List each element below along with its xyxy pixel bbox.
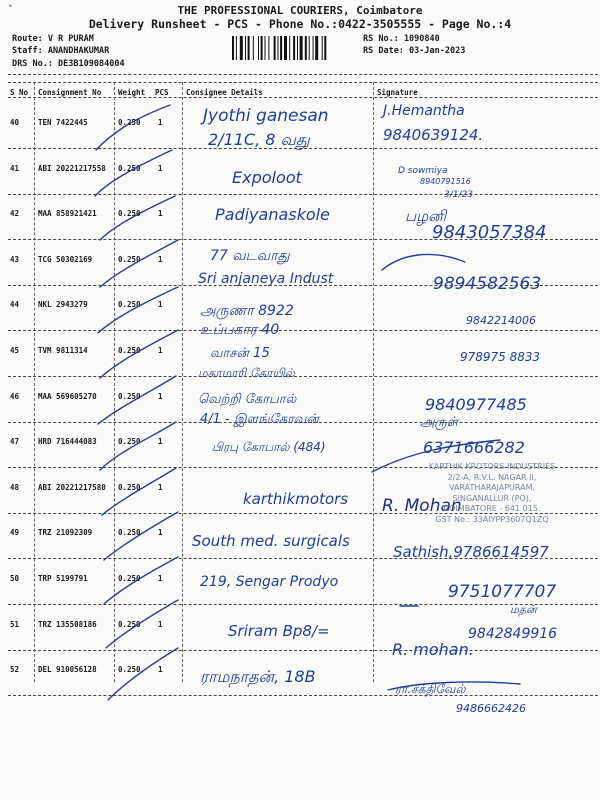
col-weight: Weight (118, 88, 146, 97)
tick-mark (100, 196, 175, 240)
row-consignment-no: TCG 50302169 (38, 255, 93, 264)
row-pcs: 1 (158, 164, 163, 173)
hw-signature: 9842214006 (466, 314, 536, 327)
col-consignee: Consignee Details (186, 88, 263, 97)
row-weight: 0.250 (118, 665, 141, 674)
row-weight: 0.250 (118, 620, 141, 629)
row-sno: 52 (10, 665, 20, 674)
hw-signature: 9486662426 (456, 702, 526, 715)
barcode-bar (300, 36, 303, 60)
row-consignment-no: HRD 716444083 (38, 437, 97, 446)
hw-signature: 9751077707 (448, 582, 557, 602)
stamp-line: COIMBATORE - 641 015. (443, 504, 541, 513)
hw-signature: மதன் (510, 603, 537, 616)
row-pcs: 1 (158, 209, 163, 218)
row-weight: 0.250 (118, 392, 141, 401)
barcode-bar (274, 36, 276, 60)
hw-consignee: 2/11C, 8 வது (208, 130, 310, 149)
row-consignment-no: MAA 569605270 (38, 392, 97, 401)
column-rule (373, 82, 374, 682)
row-pcs: 1 (158, 483, 163, 492)
page-subtitle: Delivery Runsheet - PCS - Phone No.:0422-3505555 - Page No.:4 (88, 17, 512, 31)
barcode-bar (289, 36, 290, 60)
row-pcs: 1 (158, 255, 163, 264)
row-sno: 46 (10, 392, 20, 401)
row-sno: 47 (10, 437, 20, 446)
hw-signature: 8940791516 (420, 177, 471, 186)
hw-consignee: Jyothi ganesan (203, 106, 329, 126)
row-divider (8, 194, 598, 195)
route-label: Route: V R PURAM (12, 34, 94, 44)
row-sno: 51 (10, 620, 20, 629)
row-pcs: 1 (158, 620, 163, 629)
stamp-line: GST No.: 33AIYPP3607Q1ZQ (435, 514, 549, 524)
row-pcs: 1 (158, 300, 163, 309)
row-consignment-no: TVM 9811314 (38, 346, 88, 355)
tick-mark (95, 150, 172, 196)
row-consignment-no: ABI 20221217580 (38, 483, 106, 492)
row-consignment-no: TEN 7422445 (38, 118, 88, 127)
row-pcs: 1 (158, 346, 163, 355)
stamp-line: VARATHARAJAPURAM, (448, 483, 536, 492)
stamp-line: SINGANALLUR (PO), (452, 493, 532, 503)
hw-consignee: ராமநாதன், 18B (200, 667, 316, 686)
signature-loop (382, 254, 465, 270)
divider (8, 97, 598, 98)
rs-number: RS No.: 1090840 (363, 34, 440, 44)
drs-number: DRS No.: DE3B109084004 (12, 59, 125, 69)
barcode-bar (315, 36, 318, 60)
divider (8, 74, 598, 75)
tick-mark (108, 648, 178, 700)
hw-signature: 9894582563 (433, 274, 542, 294)
row-pcs: 1 (158, 392, 163, 401)
row-weight: 0.250 (118, 574, 141, 583)
barcode-bar (293, 36, 295, 60)
hw-signature: பழனி (405, 207, 447, 225)
hw-consignee: karthikmotors (243, 490, 349, 508)
col-signature: Signature (377, 88, 418, 97)
hw-signature: 9840639124. (383, 126, 484, 144)
row-weight: 0.250 (118, 255, 141, 264)
barcode-bar (313, 36, 314, 60)
row-consignment-no: MAA 858921421 (38, 209, 97, 218)
barcode-bar (240, 36, 243, 60)
tick-mark (98, 287, 178, 333)
column-rule (182, 82, 183, 682)
hw-signature: 3/1/23 (444, 190, 473, 200)
row-consignment-no: ABI 20221217558 (38, 164, 106, 173)
hw-consignee: 77 வடவாது (210, 248, 290, 264)
row-sno: 50 (10, 574, 20, 583)
row-pcs: 1 (158, 665, 163, 674)
row-consignment-no: TRZ 21092309 (38, 528, 93, 537)
hw-signature: D sowmiya (398, 166, 448, 176)
hw-signature: R. Mohan (382, 496, 462, 516)
page-title: THE PROFESSIONAL COURIERS, Coimbatore (177, 4, 423, 17)
hw-consignee: Sri anjaneya Indust (198, 271, 334, 287)
hw-consignee: Expoloot (232, 168, 302, 187)
barcode (232, 36, 355, 60)
hw-signature: 978975 8833 (460, 350, 541, 364)
hw-signature: Sathish,9786614597 (393, 543, 549, 561)
column-rule (34, 82, 35, 682)
barcode-bar (278, 36, 279, 60)
hw-consignee: Sriram Bp8/= (228, 622, 330, 640)
row-divider (8, 650, 598, 651)
row-sno: 40 (10, 118, 20, 127)
rs-date: RS Date: 03-Jan-2023 (363, 46, 466, 56)
hw-signature: 9840977485 (425, 395, 527, 414)
row-divider (8, 376, 598, 377)
hw-consignee: 4/1 - இளங்கோவன் (200, 412, 320, 427)
hw-signature: 9842849916 (468, 626, 558, 642)
barcode-bar (309, 36, 310, 60)
barcode-bar (232, 36, 234, 60)
row-sno: 43 (10, 255, 20, 264)
barcode-bar (324, 36, 326, 60)
tick-mark (104, 557, 178, 604)
row-weight: 0.250 (118, 346, 141, 355)
column-rule (114, 82, 115, 682)
hw-consignee: 219, Sengar Prodyo (200, 574, 339, 590)
row-weight: 0.250 (118, 164, 141, 173)
hw-signature: 9843057384 (432, 222, 547, 243)
col-sno: S No (10, 88, 29, 97)
hw-consignee: Padiyanaskole (215, 205, 330, 224)
row-consignment-no: DEL 910056128 (38, 665, 97, 674)
hw-consignee: வாசன் 15 (210, 346, 270, 361)
col-pcs: PCS (155, 88, 169, 97)
barcode-bar (322, 36, 323, 60)
barcode-bar (258, 36, 259, 60)
row-pcs: 1 (158, 574, 163, 583)
hw-signature: J.Hemantha (383, 103, 465, 119)
row-weight: 0.250 (118, 300, 141, 309)
barcode-bar (305, 36, 307, 60)
row-weight: 0.250 (118, 437, 141, 446)
barcode-bar (248, 36, 250, 60)
hw-signature: R. mohan. (392, 640, 474, 659)
hw-consignee: மகாமாரி கோயில் (198, 366, 295, 380)
barcode-bar (297, 36, 298, 60)
hw-consignee: அருணா 8922 (200, 303, 294, 319)
row-consignment-no: TRZ 135508186 (38, 620, 97, 629)
row-weight: 0.250 (118, 118, 141, 127)
row-consignment-no: NKL 2943279 (38, 300, 88, 309)
hw-consignee: பிரபு கோபால் (484) (212, 440, 326, 454)
stamp-line: KARTHIK KROTORS INDUSTRIES (428, 462, 556, 471)
hw-consignee: South med. surgicals (192, 532, 350, 550)
row-pcs: 1 (158, 528, 163, 537)
barcode-bar (265, 36, 266, 60)
barcode-bar (268, 36, 269, 60)
company-stamp (392, 462, 592, 580)
barcode-bar (236, 36, 237, 60)
divider (8, 82, 598, 83)
barcode-bar (284, 36, 287, 60)
row-sno: 42 (10, 209, 20, 218)
row-sno: 44 (10, 300, 20, 309)
barcode-bar (253, 36, 254, 60)
tick-mark (96, 105, 170, 150)
hw-consignee: வெற்றி கோபால் (198, 392, 297, 407)
row-consignment-no: TRP 5199791 (38, 574, 88, 583)
row-weight: 0.250 (118, 209, 141, 218)
staff-label: Staff: ANANDHAKUMAR (12, 46, 110, 56)
barcode-bar (280, 36, 282, 60)
row-pcs: 1 (158, 437, 163, 446)
row-sno: 49 (10, 528, 20, 537)
tick-mark (100, 422, 176, 470)
page-mark: • (8, 2, 13, 11)
tick-mark (106, 600, 178, 648)
row-sno: 45 (10, 346, 20, 355)
row-weight: 0.250 (118, 528, 141, 537)
col-consignment: Consignment No (38, 88, 102, 97)
row-sno: 48 (10, 483, 20, 492)
barcode-bar (261, 36, 263, 60)
hw-signature: ரா.சக்திவேல் (395, 682, 466, 696)
row-divider (8, 330, 598, 331)
tick-mark (104, 512, 178, 560)
hw-signature: அருள் (420, 415, 459, 430)
row-pcs: 1 (158, 118, 163, 127)
row-sno: 41 (10, 164, 20, 173)
hw-signature: 6371666282 (423, 438, 525, 457)
stamp-line: 2/2-A, R.V.L. NAGAR II, (447, 472, 537, 482)
row-weight: 0.250 (118, 483, 141, 492)
barcode-bar (245, 36, 246, 60)
hw-consignee: உப்பகார 40 (200, 322, 280, 338)
row-divider (8, 695, 598, 696)
